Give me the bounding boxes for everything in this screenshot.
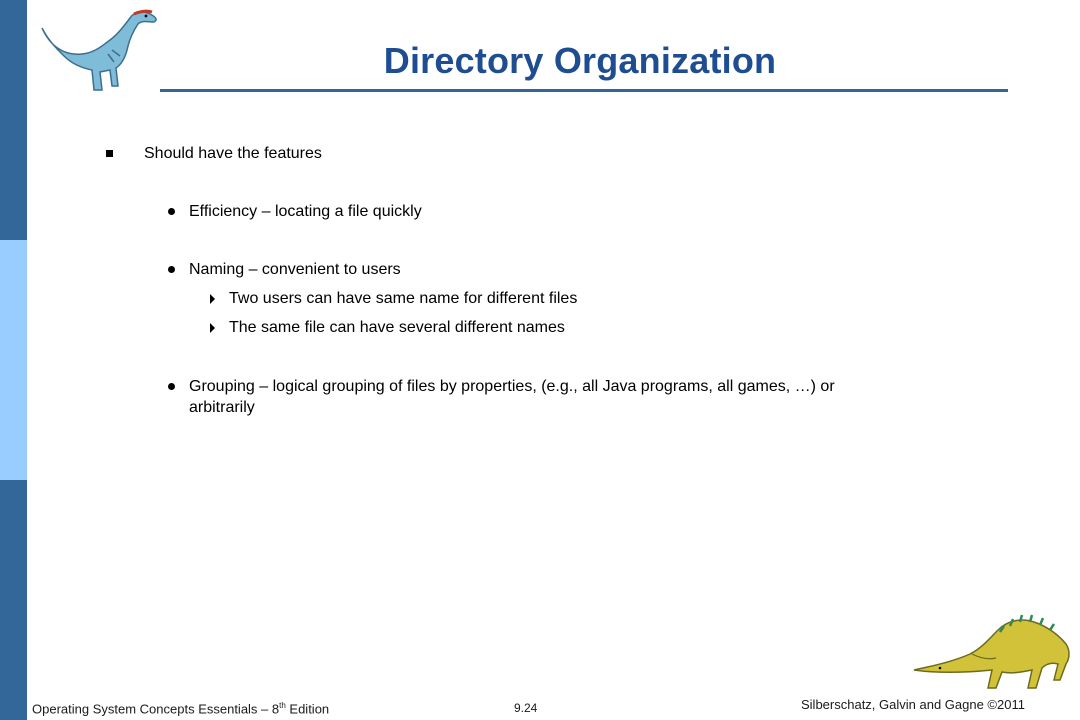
bullet-naming: Naming – convenient to users [189, 261, 401, 278]
round-bullet-icon [168, 383, 175, 390]
bullet-grouping-line2: arbitrarily [189, 399, 255, 416]
round-bullet-icon [168, 266, 175, 273]
footer-book-edition: Edition [285, 701, 330, 717]
bullet-efficiency: Efficiency – locating a file quickly [189, 203, 422, 220]
round-bullet-icon [168, 208, 175, 215]
dinosaur-top-icon [38, 6, 168, 94]
triangle-bullet-icon [210, 323, 215, 333]
footer-copyright: Silberschatz, Galvin and Gagne ©2011 [801, 697, 1025, 712]
footer-book-sup: th [279, 701, 286, 710]
footer-page-number: 9.24 [514, 701, 538, 715]
sidebar-band-bottom [0, 480, 27, 720]
bullet-naming-sub1: Two users can have same name for different files [229, 290, 578, 307]
square-bullet-icon [106, 150, 113, 157]
bullet-naming-sub2: The same file can have several different names [229, 319, 565, 336]
dinosaur-bottom-icon [912, 608, 1072, 698]
title-underline [160, 89, 1008, 92]
bullet-features: Should have the features [144, 145, 322, 162]
triangle-bullet-icon [210, 294, 215, 304]
footer-book-title [32, 701, 329, 716]
sidebar-band-top [0, 0, 27, 240]
sidebar-band-middle [0, 240, 27, 480]
left-sidebar [0, 0, 27, 720]
footer-book-text: Operating System Concepts Essentials – 8 [32, 701, 280, 717]
slide-title: Directory Organization [383, 40, 777, 81]
bullet-grouping-line1: Grouping – logical grouping of files by properties, (e.g., all Java programs, all games, …) or [189, 378, 835, 395]
